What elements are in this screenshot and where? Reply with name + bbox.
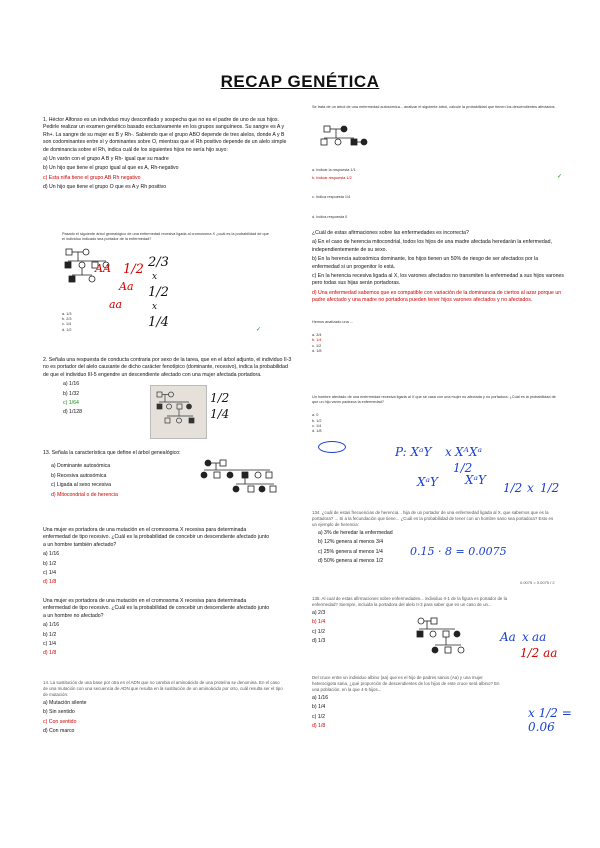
option: c) Ligada al sexo recesiva	[51, 482, 111, 489]
right-question-4-screenshot	[312, 395, 562, 434]
pedigree-tree-r6	[415, 615, 495, 660]
option: a. Indicar la respuesta 1/1	[312, 168, 356, 172]
option: d. 1/8	[312, 348, 322, 353]
right-question-1-options	[312, 168, 567, 220]
annot: 1/4	[148, 315, 169, 330]
annot: P: XᵃY	[395, 445, 432, 459]
handwriting-r5	[410, 545, 507, 558]
annot: x	[522, 630, 529, 644]
question-5-text: Una mujer es portadora de una mutación en el cromosoma X recesiva para determinada enfermedad de tipo recesivo. ¿Cuál es la probabilidad de concebir un descendiente afectado junto a un hombre también afectado?	[43, 527, 270, 548]
circled-answer	[318, 441, 346, 453]
question-5	[43, 527, 273, 589]
option-marked: d) 1/8	[43, 579, 57, 586]
question-6-text: Una mujer es portadora de una mutación en el cromosoma X recesiva para determinada enfermedad de tipo recesivo. ¿Cuál es la probabilidad de concebir un descendiente afectado junto a un hombre no afectado?	[43, 598, 270, 619]
annot: 1/2	[540, 481, 560, 495]
option: a) 2/3	[312, 610, 326, 616]
option: c. 1/2	[312, 343, 322, 348]
option: a) 1/16	[63, 381, 80, 388]
right-question-1-screenshot	[312, 105, 567, 110]
pedigree-tree-r1	[318, 124, 378, 158]
option-marked: d) Una enfermedad sabemos que es compatible con variación de la dominancia de ciertos al azar porque un padre afectado y una madre no portadora pueden tener hijos varones afectados y no afectados.	[312, 289, 562, 304]
pedigree-tree-q3	[155, 390, 203, 434]
option: d. 1/8	[312, 429, 322, 434]
option-marked: d) 1/8	[43, 650, 57, 657]
option: a. 3/4	[312, 333, 322, 338]
option: d) Un hijo que tiene el grupo O que es A y Rh positivo	[43, 184, 167, 191]
option: a) 3% de heredar la enfermedad	[318, 530, 393, 536]
question-text: 134. ¿cuál de estas frecuencias de herencia... hija de un portador de una enfermedad ligada al X, que sabemos que es la portadora? ... Si a la fecundación que tiene... ¿Cuál es la probabilidad de tener con un hombre sano sea portadora? Esto es un ejemplo de herencia:	[312, 510, 554, 527]
handwriting-probability	[148, 255, 169, 330]
option: a. 0	[312, 413, 319, 418]
option-marked: d) Mitocondrial o de herencia	[51, 491, 118, 498]
option: c) 1/4	[43, 641, 56, 648]
handwriting-r4	[395, 445, 575, 515]
right-question-5	[312, 510, 557, 568]
annot: 1/2	[503, 481, 523, 495]
option-marked: b. Indicar respuesta 1/2	[312, 176, 352, 181]
annot: 1/2 aa	[520, 646, 558, 660]
annot: XᵃY	[417, 475, 438, 489]
annot: x	[445, 445, 452, 459]
check-icon: ✓	[557, 174, 563, 180]
option: b) 1/32	[63, 390, 80, 397]
annot: x	[152, 302, 158, 312]
annot: 1/2	[453, 461, 473, 475]
question-text: Un hombre afectado de una enfermedad recesiva ligada al X que se casa con una mujer no afectada y no portadora. ¿Cuál es la probabilidad de que un hijo varón padezca la enfermedad?	[312, 395, 556, 405]
question-6	[43, 598, 273, 660]
annot: 1/4	[210, 407, 230, 421]
option: d) 1/3	[312, 638, 326, 645]
annot: aa	[109, 298, 123, 311]
annot: Aa	[119, 280, 134, 293]
question-text: Hemos analizado una ...	[312, 320, 353, 324]
option-marked: d) 1/8	[312, 723, 326, 730]
option: b) Un hijo que tiene el grupo igual al que es A, Rh-negativo	[43, 165, 179, 172]
option: d. Indica respuesta 0	[312, 214, 348, 219]
question-2-text: Pasado el siguiente árbol genealógico de una enfermedad recesiva ligada al cromosoma X ¿cuál es la probabilidad de que el individuo indicado sea portador de la enfermedad?	[62, 232, 269, 242]
option: b) 1/4	[312, 704, 326, 711]
annot: Aa	[500, 630, 516, 644]
option: b) 1/2	[43, 631, 57, 638]
option: d) 1/128	[63, 409, 83, 416]
note: 0.0075 = 0.0075 / 2	[520, 580, 555, 585]
option: c) 1/2	[312, 628, 325, 635]
right-question-2	[312, 230, 567, 307]
option: a) Dominante autosómica	[51, 463, 111, 470]
annot: 0.15 · 8 = 0.0075	[410, 545, 507, 558]
annot: x 1/2 = 0.06	[528, 706, 572, 734]
pedigree-tree-q4	[200, 458, 290, 498]
option: d) Con marco	[43, 728, 75, 735]
annot: x	[527, 481, 534, 495]
question-3-text: 2. Señala una respuesta de conducta contraria por sexo de la tarea, que en el árbol adjunto, el individuo II-3 no es portador del alelo causante de dicho carácter fenotípico (dominante, recesivo), indica la probabilidad de que el individuo III-5 engendre un descendiente afectado con una mujer afectada portadora.	[43, 357, 292, 378]
annot: aa	[532, 630, 547, 644]
check-icon: ✓	[256, 327, 262, 333]
document-title: RECAP GENÉTICA	[220, 72, 380, 91]
option: c) En la herencia recesiva ligada al X, los varones afectados no transmiten la enfermedad a sus hijos varones pero todas sus hijas serán portadoras.	[312, 273, 565, 287]
option: a) Un varón con el grupo A B y Rh- igual que su madre	[43, 156, 169, 163]
option: a) Mutación silente	[43, 700, 87, 706]
option: b. 2/3	[62, 317, 72, 322]
annot: 2/3	[148, 255, 169, 270]
option-marked: c) Con sentido	[43, 718, 77, 725]
option: c. 1/4	[62, 322, 72, 327]
option: b) Sin sentido	[43, 709, 75, 716]
option: b) 12% genera al menos 3/4	[318, 539, 384, 546]
pedigree-photo-q3	[150, 385, 207, 439]
annot: 1/2	[210, 391, 230, 405]
question-text: Del cruce entre un individuo albino (aa) que es el hijo de padres sanos (Aa) y una mujer heterocigota sana, ¿qué proporción de descendientes de los hijos de este cruce será albino? En una población, en la que 4-5 hijos...	[312, 675, 500, 692]
option: c) 1/4	[43, 570, 56, 577]
option-correct: c) 1/64	[63, 400, 79, 407]
question-text: 135. Al cual de estas afirmaciones sobre enfermedades... individuo II-1 de la figura es portador de la enfermedad? Siempre, incluida la portadora del alelo II-3 para saber que es un caso de un...	[312, 596, 508, 607]
option: b) En la herencia autosómica dominante, los hijos tienen un 50% de riesgo de ser afectados por la enfermedad si un progenitor lo está.	[312, 256, 539, 270]
question-4	[43, 450, 193, 501]
question-2-options	[62, 312, 102, 333]
option: a. 1/3	[62, 312, 72, 316]
question-1-text: 1. Héctor Alfonso es un individuo muy desconfiado y sospecha que no es el padre de uno de sus hijos. Pedirle realizar un examen genético basado exclusivamente en los grupos sanguíneos. Su sangre es A y Rh+. La sangre de su mujer es B y Rh-. Sabiendo que el grupo ABO depende de tres alelos, donde A y B son codominantes entre sí y dominantes sobre O, mientras que el Rh positivo depende de un alelo simple de dominancia sobre el Rh, indica cuál de los siguientes hijos no sería hijo suyo:	[43, 117, 287, 153]
option: c. Indica respuesta 1/4	[312, 195, 351, 200]
question-text: Se trata de un árbol de una enfermedad autosómica... analizar el siguiente árbol, calcule la probabilidad que tienen los descendientes afectados.	[312, 105, 556, 109]
question-7-text: 14. La sustitución de una base por otra en el ADN que no cambia el aminoácido de una proteína se denomina. En el caso de una mutación con una secuencia de ADN que resulta en la sustitución de un aminoácido por otro, cuál resulta ser el tipo de mutación:	[43, 680, 283, 697]
option-marked: b. 1/4	[312, 338, 322, 343]
question-text: ¿Cuál de estas afirmaciones sobre las enfermedades es incorrecta?	[312, 230, 469, 236]
option: b) Recesiva autosómica	[51, 472, 107, 479]
question-4-text: 13. Señala la característica que define el árbol genealógico:	[43, 450, 181, 456]
option: b) 1/2	[43, 560, 57, 567]
annot: x	[152, 272, 158, 282]
question-1	[43, 117, 293, 194]
option: c. 1/4	[312, 423, 322, 428]
option: b. 1/2	[312, 418, 322, 423]
option: d. 1/2	[62, 327, 72, 332]
option: a) 1/16	[312, 695, 329, 701]
option: a) 1/16	[43, 551, 60, 558]
option: d) 50% genera al menos 1/2	[318, 558, 384, 565]
right-question-7	[312, 675, 502, 733]
right-question-3-screenshot	[312, 320, 567, 354]
annot: XᴬXᵃ	[455, 445, 483, 459]
option: a) 1/16	[43, 622, 60, 629]
handwriting-q3	[210, 390, 229, 422]
option: c) 1/2	[312, 713, 325, 720]
question-7	[43, 680, 283, 738]
annot: XᵃY	[465, 473, 486, 487]
annot: 1/2	[148, 285, 169, 300]
option: a) En el caso de herencia mitocondrial, todos los hijos de una madre afectada heredarán la enfermedad, independientemente de su sexo.	[312, 239, 552, 253]
annot: AA	[95, 262, 111, 275]
question-2-screenshot	[62, 232, 282, 242]
annot: 1/2	[123, 262, 144, 277]
option-marked: b) 1/4	[312, 619, 326, 626]
option: c) 25% genera al menos 1/4	[318, 548, 383, 555]
option-marked: c) Esta niña tiene el grupo AB Rh negativo	[43, 174, 141, 181]
handwriting-r7	[500, 630, 595, 734]
